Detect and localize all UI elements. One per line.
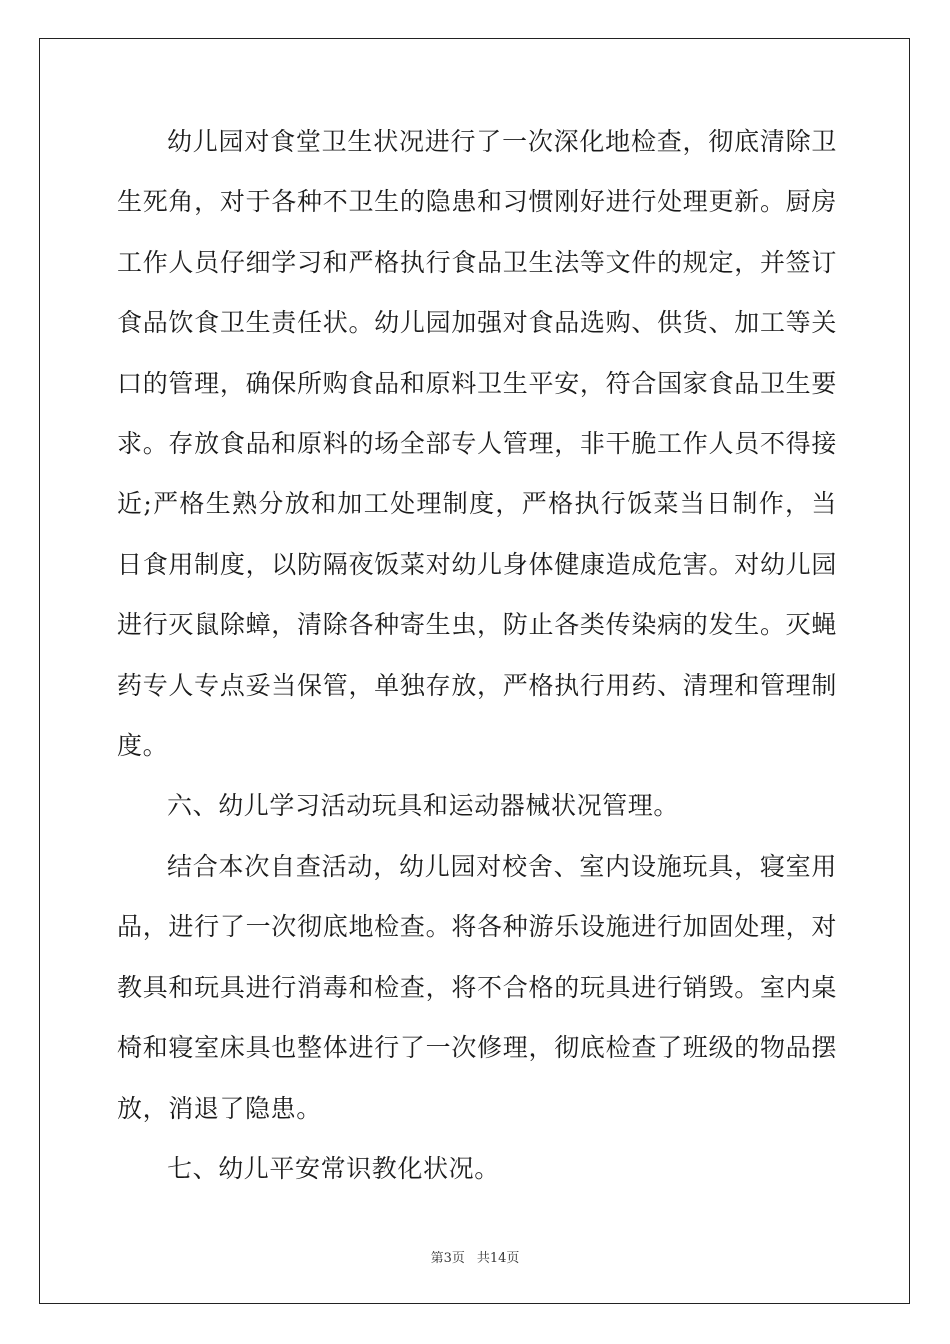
page-footer <box>0 1247 950 1266</box>
page-number: 第3页 <box>430 1251 465 1266</box>
section-heading-six: 六、幼儿学习活动玩具和运动器械状况管理。 <box>167 791 680 821</box>
section-heading-seven: 七、幼儿平安常识教化状况。 <box>167 1153 500 1183</box>
paragraph-toys-equipment: 结合本次自查活动，幼儿园对校舍、室内设施玩具，寝室用品，进行了一次彻底地检查。将各种游乐设施进行加固处理，对教具和玩具进行消毒和检查，将不合格的玩具进行销毁。室内桌椅和寝室床具也整体进行了一次修理，彻底检查了班级的物品摆放，消退了隐患。 <box>117 851 837 1123</box>
paragraph-canteen-hygiene: 幼儿园对食堂卫生状况进行了一次深化地检查，彻底清除卫生死角，对于各种不卫生的隐患和习惯刚好进行处理更新。厨房工作人员仔细学习和严格执行食品卫生法等文件的规定，并签订食品饮食卫生责任状。幼儿园加强对食品选购、供货、加工等关口的管理，确保所购食品和原料卫生平安，符合国家食品卫生要求。存放食品和原料的场全部专人管理，非干脆工作人员不得接近;严格生熟分放和加工处理制度，严格执行饭菜当日制作，当日食用制度，以防隔夜饭菜对幼儿身体健康造成危害。对幼儿园进行灭鼠除蟑，清除各种寄生虫，防止各类传染病的发生。灭蝇药专人专点妥当保管，单独存放，严格执行用药、清理和管理制度。 <box>117 127 837 761</box>
document-body <box>117 112 837 1199</box>
page-total: 共14页 <box>476 1251 520 1266</box>
